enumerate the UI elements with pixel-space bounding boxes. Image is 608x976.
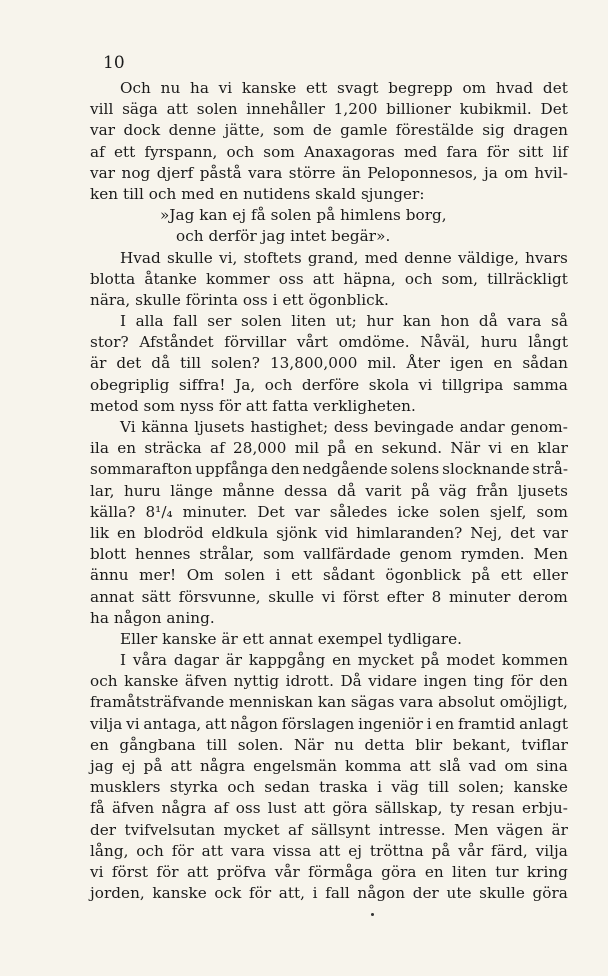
- text-line: stor? Afståndet förvillar vårt omdöme. Nåväl, huru långt: [90, 333, 568, 352]
- page-number: 10: [103, 53, 125, 73]
- text-line: der tvifvelsutan mycket af sällsynt intresse. Men vägen är: [90, 820, 568, 839]
- ink-speck: [371, 913, 374, 916]
- text-line: få äfven några af oss lust att göra sällskap, ty resan erbju-: [90, 799, 568, 818]
- body-text: [90, 78, 568, 904]
- text-line: Vi känna ljusets hastighet; dess bevingade andar genom-: [120, 418, 568, 436]
- text-line: lik en blodröd eldkula sjönk vid himlaranden? Nej, det var: [90, 523, 568, 542]
- text-line: Och nu ha vi kanske ett svagt begrepp om hvad det: [120, 79, 568, 97]
- text-line: vill säga att solen innehåller 1,200 billioner kubikmil. Det: [90, 100, 568, 119]
- text-line: blotta åtanke kommer oss att häpna, och som, tillräckligt: [90, 269, 568, 288]
- text-line: metod som nyss för att fatta verkligheten.: [90, 396, 416, 415]
- text-line: ännu mer! Om solen i ett sådant ögonblick på ett eller: [90, 566, 568, 585]
- text-line: vi först för att pröfva vår förmåga göra en liten tur kring: [90, 862, 568, 881]
- text-line: blott hennes strålar, som vallfärdade genom rymden. Men: [90, 545, 568, 564]
- text-line: och derför jag intet begär».: [176, 227, 391, 246]
- text-line: en gångbana till solen. När nu detta blir bekant, tviflar: [90, 735, 568, 754]
- text-line: I alla fall ser solen liten ut; hur kan hon då vara så: [120, 312, 568, 331]
- text-line: obegriplig siffra! Ja, och derföre skola vi tillgripa samma: [90, 375, 568, 394]
- text-line: Eller kanske är ett annat exempel tydligare.: [120, 629, 463, 648]
- text-line: ila en sträcka af 28,000 mil på en sekund. När vi en klar: [90, 439, 568, 458]
- text-line: I våra dagar är kappgång en mycket på modet kommen: [120, 651, 568, 670]
- text-line: ha någon aning.: [90, 608, 215, 627]
- text-line: vilja vi antaga, att någon förslagen ingeniör i en framtid anlagt: [90, 714, 568, 733]
- text-line: framåtsträfvande menniskan kan sägas vara absolut omöjligt,: [90, 693, 568, 712]
- text-line: sommarafton uppfånga den nedgående solens slocknande strå-: [90, 460, 568, 479]
- text-line: var dock denne jätte, som de gamle förestälde sig dragen: [90, 121, 568, 140]
- text-line: annat sätt försvunne, skulle vi först efter 8 minuter derom: [90, 587, 568, 606]
- text-line: var nog djerf påstå vara större än Peloponnesos, ja om hvil-: [90, 163, 568, 182]
- text-line: af ett fyrspann, och som Anaxagoras med fara för sitt lif: [90, 142, 568, 161]
- text-line: och kanske äfven nyttig idrott. Då vidare ingen ting för den: [90, 672, 568, 691]
- text-line: nära, skulle förinta oss i ett ögonblick.: [90, 290, 389, 309]
- text-line: Hvad skulle vi, stoftets grand, med denne väldige, hvars: [120, 248, 568, 267]
- text-line: musklers styrka och sedan traska i väg till solen; kanske: [90, 778, 568, 797]
- text-line: lång, och för att vara vissa att ej tröttna på vår färd, vilja: [90, 841, 568, 860]
- text-line: jorden, kanske ock för att, i fall någon der ute skulle göra: [90, 884, 568, 903]
- text-line: ken till och med en nutidens skald sjunger:: [90, 184, 425, 203]
- text-line: källa? 8¹/₄ minuter. Det var således icke solen sjelf, som: [90, 502, 568, 521]
- text-line: jag ej på att några engelsmän komma att slå vad om sina: [90, 757, 568, 775]
- text-line: är det då till solen? 13,800,000 mil. Åter igen en sådan: [90, 354, 568, 373]
- text-line: »Jag kan ej få solen på himlens borg,: [160, 206, 447, 225]
- text-line: lar, huru länge månne dessa då varit på väg från ljusets: [90, 481, 568, 500]
